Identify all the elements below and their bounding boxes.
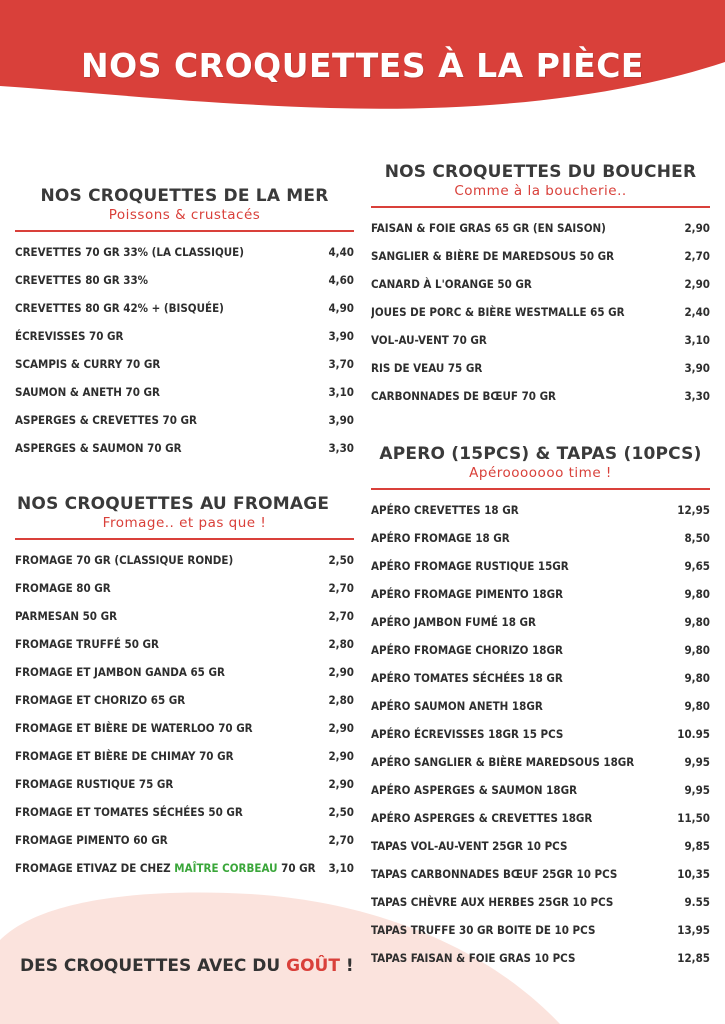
menu-item [371,326,710,354]
item-price: 2,90 [328,777,354,791]
item-name: FAISAN & FOIE GRAS 65 GR (EN SAISON) [371,221,606,235]
item-name: FROMAGE ET BIÈRE DE CHIMAY 70 GR [15,749,234,763]
item-name: ASPERGES & SAUMON 70 GR [15,441,182,455]
item-name: TAPAS CARBONNADES BŒUF 25GR 10 PCS [371,867,618,881]
section-apero [371,444,710,972]
section-subtitle: Poissons & crustacés [108,207,261,223]
item-name: PARMESAN 50 GR [15,609,118,623]
menu-item [371,748,710,776]
item-name: APÉRO ASPERGES & SAUMON 18GR [371,783,578,797]
item-price: 9,80 [684,615,710,629]
item-price: 2,90 [328,665,354,679]
item-price: 4,40 [328,245,354,259]
item-name: FROMAGE ETIVAZ DE CHEZ MAÎTRE CORBEAU 70 GR [15,861,316,875]
menu-item [15,378,354,406]
item-name: SCAMPIS & CURRY 70 GR [15,357,161,371]
item-price: 9,95 [684,783,710,797]
menu-item [371,944,710,972]
menu-item [371,692,710,720]
item-price: 9,95 [684,755,710,769]
item-name: FROMAGE ET BIÈRE DE WATERLOO 70 GR [15,721,253,735]
menu-item [15,350,354,378]
item-price: 2,80 [328,693,354,707]
item-name: RIS DE VEAU 75 GR [371,361,483,375]
menu-item [371,832,710,860]
menu-item [15,798,354,826]
item-price: 2,70 [328,581,354,595]
menu-item [15,266,354,294]
menu-item [15,658,354,686]
item-name: CREVETTES 70 GR 33% (LA CLASSIQUE) [15,245,244,259]
item-name: FROMAGE 70 GR (CLASSIQUE RONDE) [15,553,234,567]
item-name: APÉRO ÉCREVISSES 18GR 15 PCS [371,727,564,741]
item-name: APÉRO FROMAGE RUSTIQUE 15GR [371,559,569,573]
item-name: ASPERGES & CREVETTES 70 GR [15,413,197,427]
menu-item [15,406,354,434]
item-price: 8,50 [684,531,710,545]
item-name: CREVETTES 80 GR 42% + (BISQUÉE) [15,301,224,315]
item-name: FROMAGE TRUFFÉ 50 GR [15,637,159,651]
item-price: 2,90 [684,277,710,291]
page-title: NOS CROQUETTES À LA PIÈCE [81,46,644,85]
menu-item [15,322,354,350]
section-divider [371,206,710,208]
item-price: 3,70 [328,357,354,371]
menu-item [371,720,710,748]
menu-item [371,524,710,552]
section-divider [15,230,354,232]
item-price: 3,10 [684,333,710,347]
item-name-highlight: MAÎTRE CORBEAU [174,861,278,875]
item-name: FROMAGE PIMENTO 60 GR [15,833,168,847]
menu-item [371,496,710,524]
item-price: 13,95 [677,923,710,937]
menu-item [371,608,710,636]
item-name: CARBONNADES DE BŒUF 70 GR [371,389,557,403]
item-price: 12,95 [677,503,710,517]
item-price: 2,90 [684,221,710,235]
menu-item [15,574,354,602]
section-title: APERO (15PCS) & TAPAS (10PCS) [379,444,702,464]
item-price: 9,80 [684,643,710,657]
item-price: 3,90 [684,361,710,375]
menu-item [15,770,354,798]
item-name: APÉRO ASPERGES & CREVETTES 18GR [371,811,593,825]
section-subtitle: Apérooooooo time ! [469,465,612,481]
menu-item [371,916,710,944]
item-name: CREVETTES 80 GR 33% [15,273,149,287]
item-name: SAUMON & ANETH 70 GR [15,385,160,399]
section-subtitle: Fromage.. et pas que ! [102,515,267,531]
item-name: FROMAGE ET JAMBON GANDA 65 GR [15,665,225,679]
item-name: APÉRO SANGLIER & BIÈRE MAREDSOUS 18GR [371,755,635,769]
item-price: 11,50 [677,811,710,825]
menu-item-special [15,854,354,882]
item-price: 9,65 [684,559,710,573]
menu-item [371,888,710,916]
item-name: ÉCREVISSES 70 GR [15,329,124,343]
section-subtitle: Comme à la boucherie.. [454,183,627,199]
item-price: 3,30 [328,441,354,455]
item-name: TAPAS TRUFFE 30 GR BOITE DE 10 PCS [371,923,596,937]
menu-list [15,546,354,854]
item-name: APÉRO SAUMON ANETH 18GR [371,699,543,713]
item-price: 12,85 [677,951,710,965]
item-name: APÉRO JAMBON FUMÉ 18 GR [371,615,536,629]
item-name: APÉRO CREVETTES 18 GR [371,503,519,517]
menu-item [15,238,354,266]
item-price: 9.55 [684,895,710,909]
menu-item [15,826,354,854]
section-title: NOS CROQUETTES AU FROMAGE [17,494,330,514]
item-price: 2,40 [684,305,710,319]
menu-item [371,382,710,410]
section-divider [15,538,354,540]
item-price: 2,70 [328,609,354,623]
item-price: 2,70 [328,833,354,847]
menu-item [371,804,710,832]
menu-item [371,776,710,804]
item-price: 10,35 [677,867,710,881]
item-name: FROMAGE ET CHORIZO 65 GR [15,693,186,707]
menu-list [15,238,354,462]
item-name: APÉRO FROMAGE 18 GR [371,531,510,545]
section-divider [371,488,710,490]
item-name: VOL-AU-VENT 70 GR [371,333,487,347]
item-name: APÉRO TOMATES SÉCHÉES 18 GR [371,671,563,685]
item-price: 4,90 [328,301,354,315]
item-price: 2,70 [684,249,710,263]
menu-item [15,602,354,630]
menu-item [371,354,710,382]
item-price: 2,80 [328,637,354,651]
menu-item [371,860,710,888]
item-name: FROMAGE RUSTIQUE 75 GR [15,777,174,791]
item-price: 3,10 [328,385,354,399]
item-price: 4,60 [328,273,354,287]
item-name: TAPAS VOL-AU-VENT 25GR 10 PCS [371,839,568,853]
item-name: JOUES DE PORC & BIÈRE WESTMALLE 65 GR [371,305,625,319]
section-title: NOS CROQUETTES DE LA MER [40,186,329,206]
menu-item [371,580,710,608]
item-price: 2,50 [328,553,354,567]
menu-list [371,214,710,410]
item-name: TAPAS FAISAN & FOIE GRAS 10 PCS [371,951,576,965]
menu-item [15,294,354,322]
item-price: 10.95 [677,727,710,741]
menu-list [371,496,710,972]
item-price: 3,30 [684,389,710,403]
section-title: NOS CROQUETTES DU BOUCHER [384,162,697,182]
item-name: TAPAS CHÈVRE AUX HERBES 25GR 10 PCS [371,895,614,909]
menu-item [15,434,354,462]
item-price: 9,85 [684,839,710,853]
item-price: 3,10 [328,861,354,875]
section-mer [15,186,354,462]
item-price: 3,90 [328,329,354,343]
item-name: FROMAGE ET TOMATES SÉCHÉES 50 GR [15,805,243,819]
item-price: 9,80 [684,671,710,685]
item-price: 2,90 [328,721,354,735]
menu-item [15,714,354,742]
menu-item [15,630,354,658]
menu-item [15,686,354,714]
item-price: 3,90 [328,413,354,427]
menu-item [15,546,354,574]
item-price: 2,50 [328,805,354,819]
menu-item [371,270,710,298]
menu-item [371,298,710,326]
menu-item [371,242,710,270]
menu-item [15,742,354,770]
item-name: SANGLIER & BIÈRE DE MAREDSOUS 50 GR [371,249,615,263]
section-fromage [15,494,354,882]
menu-item [371,636,710,664]
tagline: DES CROQUETTES AVEC DU GOÛT ! [20,956,354,976]
item-price: 9,80 [684,587,710,601]
item-price: 9,80 [684,699,710,713]
item-name: APÉRO FROMAGE CHORIZO 18GR [371,643,563,657]
item-name: CANARD À L'ORANGE 50 GR [371,277,532,291]
menu-item [371,214,710,242]
item-name: APÉRO FROMAGE PIMENTO 18GR [371,587,564,601]
section-boucher [371,162,710,410]
menu-item [371,664,710,692]
item-name: FROMAGE 80 GR [15,581,111,595]
item-price: 2,90 [328,749,354,763]
menu-item [371,552,710,580]
